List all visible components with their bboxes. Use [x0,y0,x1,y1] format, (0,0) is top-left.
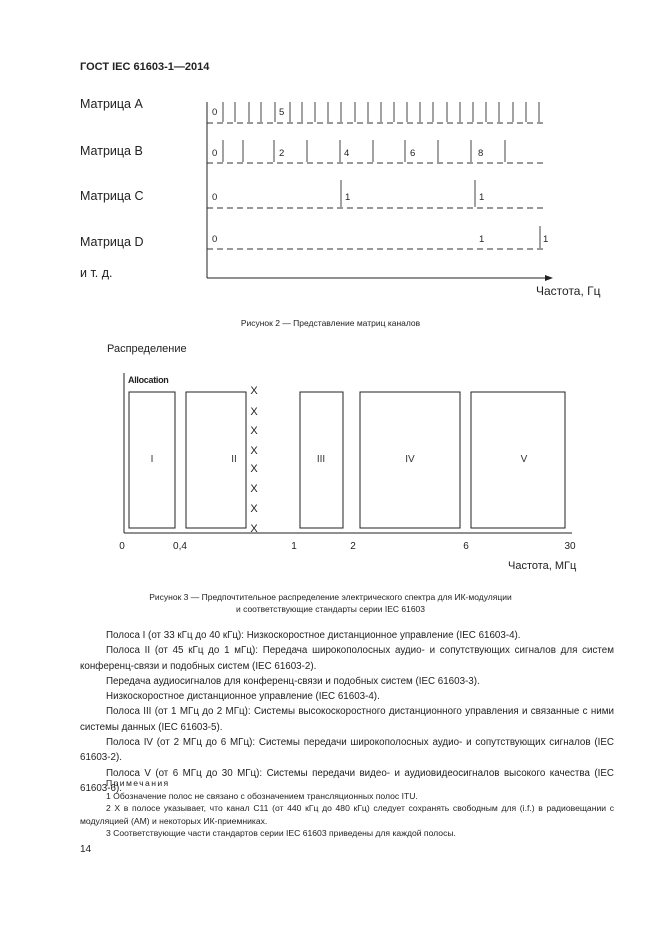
matrix-a-num: 5 [279,107,285,118]
x-marker: X [250,523,258,535]
figure-3-caption-line2: и соответствующие стандарты серии IEC 61603 [236,604,425,614]
x-marker: X [250,463,258,475]
band-label: III [316,454,326,465]
band-v-box [471,392,565,528]
note-item: 3 Соответствующие части стандартов серии IEC 61603 приведены для каждой полосы. [106,828,456,838]
paragraph: Низкоскоростное дистанционное управление (IEC 61603-4). [106,691,380,703]
notes [80,777,614,840]
matrix-d-num: 1 [543,234,549,245]
matrix-d-num: 0 [212,234,218,245]
matrix-a-label: Матрица A [80,97,143,111]
matrix-b-num: 0 [212,148,218,159]
paragraph: Полоса II (от 45 кГц до 1 мГц): Передача широкополосных аудио- и сопутствующих сигналов для систем конференц-связи и подобных систем (IEC 61603-2). [80,645,614,672]
matrix-a-num: 0 [212,107,218,118]
matrix-c-num: 1 [345,192,351,203]
paragraph: Полоса III (от 1 МГц до 2 МГц): Системы высокоскоростного дистанционного управления и связанные с ними системы данных (IEC 61603-5). [80,706,614,733]
band-label: IV [405,454,415,465]
figure-3-allocation [110,365,590,565]
figure-3-title: Распределение [107,343,187,355]
matrix-d-label: Матрица D [80,235,144,249]
x-marker: X [250,425,258,437]
note-item: 1 Обозначение полос не связано с обозначением трансляционных полос ITU. [106,790,418,801]
figure-2-axis-label: Частота, Гц [536,284,601,298]
paragraph: Полоса IV (от 2 МГц до 6 МГц): Системы передачи широкополосных аудио- и сопутствующих сигналов (IEC 61603-2). [80,737,614,764]
band-ii-box [186,392,246,528]
band-label: II [231,454,237,465]
x-marker: X [250,445,258,457]
figure-2-matrices [195,92,565,292]
figure-2-caption: Рисунок 2 — Представление матриц каналов [240,318,421,328]
band-label: I [150,454,154,465]
x-tick-label: 1 [291,541,297,552]
paragraph: Полоса I (от 33 кГц до 40 кГц): Низкоскоростное дистанционное управление (IEC 61603-4). [106,630,521,641]
matrix-b-label: Матрица B [80,144,143,158]
etc-label: и т. д. [80,266,113,280]
notes-title: Примечания [106,778,170,788]
x-marker: X [250,503,258,515]
matrix-b-num: 6 [410,148,416,159]
figure-3-caption-line1: Рисунок 3 — Предпочтительное распределение электрического спектра для ИК-модуляции [149,592,512,602]
matrix-d-num: 1 [479,234,485,245]
x-marker: X [250,406,258,418]
paragraph: Полоса V (от 6 МГц до 30 МГц): Системы передачи видео- и аудиовидеосигналов высокого качества (IEC 61603-6). [80,767,614,794]
x-marker: X [250,385,258,397]
matrix-b-num: 8 [478,148,484,159]
paragraph: Передача аудиосигналов для конференц-связи и подобных систем (IEC 61603-3). [106,675,480,687]
matrix-c-num: 1 [479,192,485,203]
figure-3-axis-label: Частота, МГц [508,560,577,572]
x-tick-label: 0 [119,541,125,552]
matrix-c-label: Матрица C [80,189,144,203]
x-tick-label: 2 [350,541,356,552]
standard-header: ГОСТ IEC 61603-1—2014 [80,61,210,73]
x-tick-label: 0,4 [173,541,187,552]
x-tick-label: 30 [564,541,576,552]
page-number: 14 [80,844,92,855]
x-tick-label: 6 [463,541,469,552]
matrix-b-num: 4 [344,148,350,159]
note-item: 2 X в полосе указывает, что канал C11 (от 440 кГц до 480 кГц) следует сохранять свободным для (i.f.) в радиовещании с модуляцией (АМ) и некоторых ИК-приемниках. [80,803,614,826]
matrix-c-num: 0 [212,192,218,203]
body-text [80,628,614,796]
x-marker: X [250,483,258,495]
matrix-b-num: 2 [279,148,285,159]
band-label: V [520,454,528,465]
allocation-label: Allocation [128,375,169,385]
